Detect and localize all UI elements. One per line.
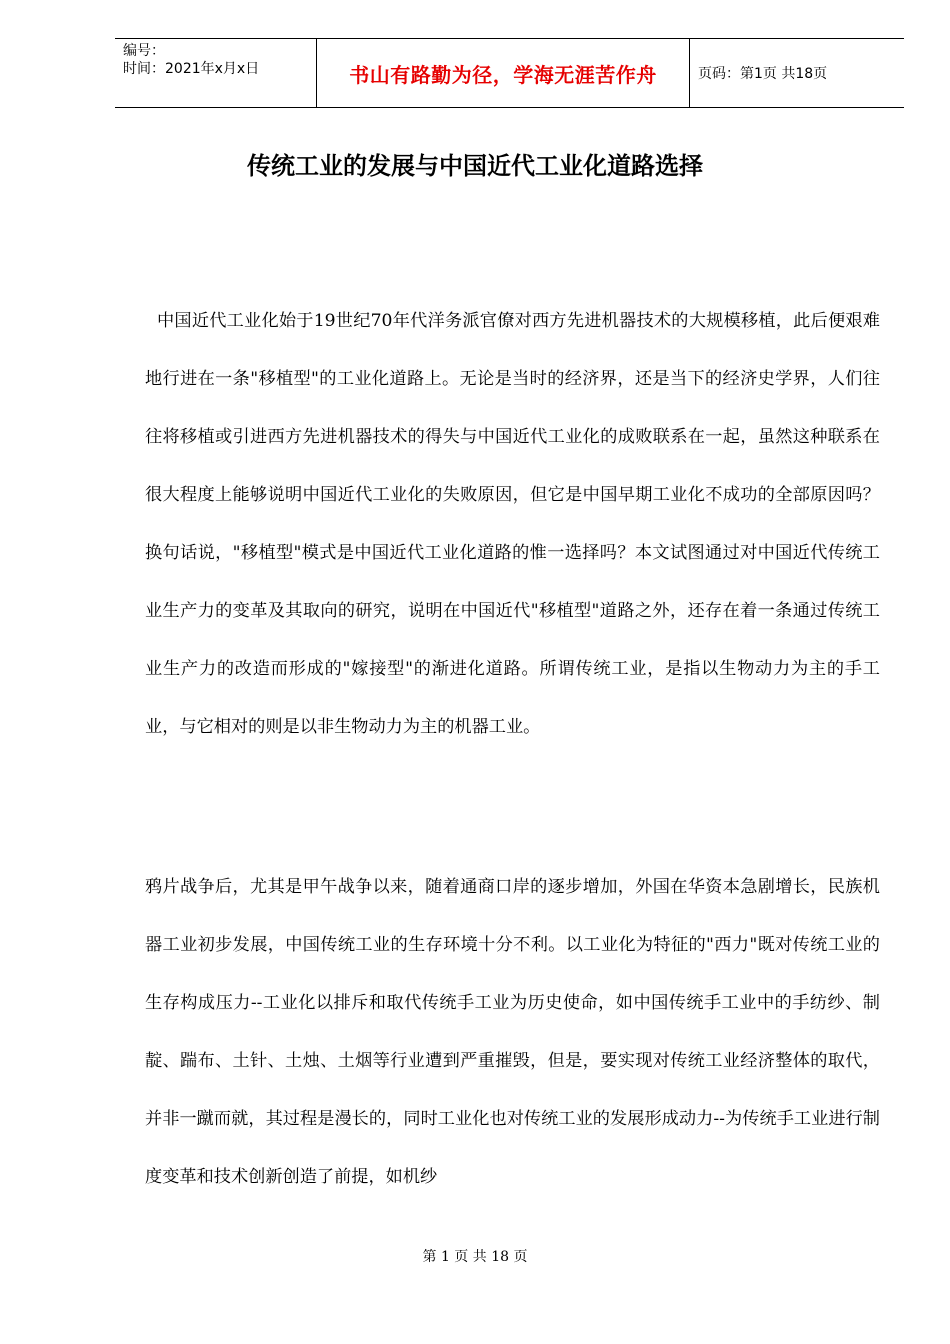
serial-number-label: 编号： [123, 43, 165, 59]
page-footer: 第 1 页 共 18 页 [422, 1249, 528, 1265]
document-title: 传统工业的发展与中国近代工业化道路选择 [247, 152, 703, 180]
document-header [115, 38, 904, 108]
paragraph-2: 鸦片战争后，尤其是甲午战争以来，随着通商口岸的逐步增加，外国在华资本急剧增长，民族机器工业初步发展，中国传统工业的生存环境十分不利。以工业化为特征的"西力"既对传统工业的生存构成压力--工业化以排斥和取代传统手工业为历史使命，如中国传统手工业中的手纺纱、制靛、踹布、土针、土烛、土烟等行业遭到严重摧毁，但是，要实现对传统工业经济整体的取代，并非一蹴而就，其过程是漫长的，同时工业化也对传统工业的发展形成动力--为传统手工业进行制度变革和技术创新创造了前提，如机纱 [145, 877, 880, 1187]
header-meta-cell [115, 39, 317, 107]
paragraph-1: 中国近代工业化始于19世纪70年代洋务派官僚对西方先进机器技术的大规模移植，此后便艰难地行进在一条"移植型"的工业化道路上。无论是当时的经济界，还是当下的经济史学界，人们往往将移植或引进西方先进机器技术的得失与中国近代工业化的成败联系在一起，虽然这种联系在很大程度上能够说明中国近代工业化的失败原因，但它是中国早期工业化不成功的全部原因吗？换句话说，"移植型"模式是中国近代工业化道路的惟一选择吗？本文试图通过对中国近代传统工业生产力的变革及其取向的研究，说明在中国近代"移植型"道路之外，还存在着一条通过传统工业生产力的改造而形成的"嫁接型"的渐进化道路。所谓传统工业，是指以生物动力为主的手工业，与它相对的则是以非生物动力为主的机器工业。 [145, 311, 880, 737]
motto-text: 书山有路勤为径，学海无涯苦作舟 [349, 62, 657, 87]
time-label: 时间：2021年x月x日 [123, 61, 260, 77]
page-info: 页码：第1页 共18页 [698, 66, 828, 82]
header-motto-cell [317, 39, 690, 107]
header-page-cell [690, 39, 904, 107]
